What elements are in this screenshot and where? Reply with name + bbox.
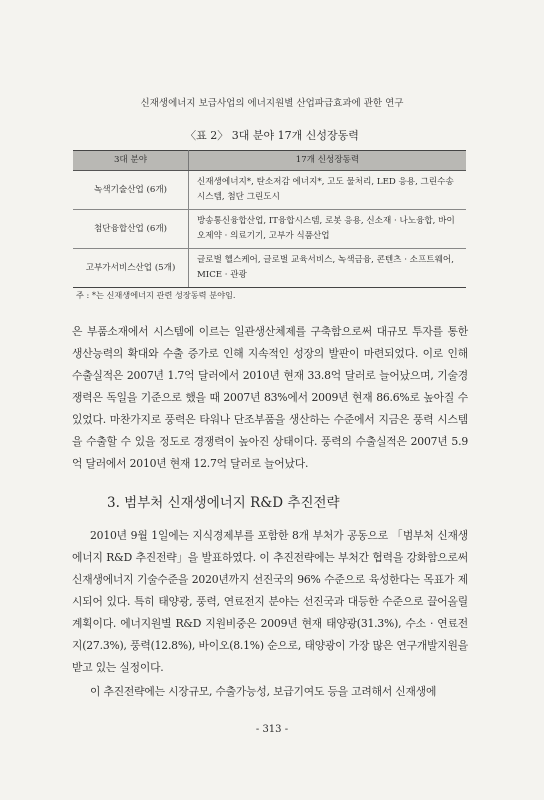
growth-engines-table: [73, 150, 466, 288]
row-engines: 글로벌 헬스케어, 글로벌 교육서비스, 녹색금융, 콘텐츠 · 소프트웨어, MICE · 관광: [189, 249, 467, 288]
table-row: [73, 249, 466, 288]
header-field: 3대 분야: [73, 151, 189, 171]
running-header: 신재생에너지 보급사업의 에너지원별 산업파급효과에 관한 연구: [140, 98, 404, 109]
table-row: [73, 210, 466, 249]
table-caption: 〈표 2〉 3대 분야 17개 신성장동력: [185, 129, 359, 142]
body-paragraph-3: 이 추진전략에는 시장규모, 수출가능성, 보급기여도 등을 고려해서 신재생에: [90, 685, 437, 698]
row-field: 첨단융합산업 (6개): [73, 210, 189, 249]
page-number: - 313 -: [255, 724, 289, 735]
section-heading: 3. 범부처 신재생에너지 R&D 추진전략: [107, 495, 340, 511]
header-engines: 17개 신성장동력: [189, 151, 467, 171]
body-paragraph-2: 2010년 9월 1일에는 지식경제부를 포함한 8개 부처가 공동으로 「범부처 신재생에너지 R&D 추진전략」을 발표하였다. 이 추진전략에는 부처간 협력을 강화함으로써 신재생에너지 기술수준을 2020년까지 선진국의 96% 수준으로 육성한다는 목표가 제시되어 있다. 특히 태양광, 풍력, 연료전지 분야는 선진국과 대등한 수준으로 끌어올릴 계획이다. 에너지원별 R&D 지원비중은 2009년 현재 태양광(31.3%), 수소 · 연료전지(27.3%), 풍력(12.8%), 바이오(8.1%) 순으로, 태양광이 가장 많은 연구개발지원을 받고 있는 실정이다.: [72, 529, 468, 674]
row-field: 고부가서비스산업 (5개): [73, 249, 189, 288]
body-paragraph-1: 은 부품소재에서 시스템에 이르는 일관생산체제를 구축함으로써 대규모 투자를 통한 생산능력의 확대와 수출 증가로 인해 지속적인 성장의 발판이 마련되었다. 이로 인해 수출실적은 2007년 1.7억 달러에서 2010년 현재 33.8억 달러로 늘어났으며, 기술경쟁력은 독일을 기준으로 했을 때 2007년 83%에서 2009년 현재 86.6%로 높아질 수 있었다. 마찬가지로 풍력은 타워나 단조부품을 생산하는 수준에서 지금은 풍력 시스템을 수출할 수 있을 정도로 경쟁력이 높아진 상태이다. 풍력의 수출실적은 2007년 5.9억 달러에서 2010년 현재 12.7억 달러로 늘어났다.: [72, 325, 469, 470]
table-note: 주 : *는 신재생에너지 관련 성장동력 분야임.: [76, 290, 236, 300]
row-engines: 방송통신융합산업, IT융합시스템, 로봇 응용, 신소재 · 나노융합, 바이오제약 · 의료기기, 고부가 식품산업: [189, 210, 467, 249]
table-header-row: [73, 151, 466, 171]
table-row: [73, 171, 466, 210]
row-engines: 신재생에너지*, 탄소저감 에너지*, 고도 물처리, LED 응용, 그린수송시스템, 첨단 그린도시: [189, 171, 467, 210]
row-field: 녹색기술산업 (6개): [73, 171, 189, 210]
